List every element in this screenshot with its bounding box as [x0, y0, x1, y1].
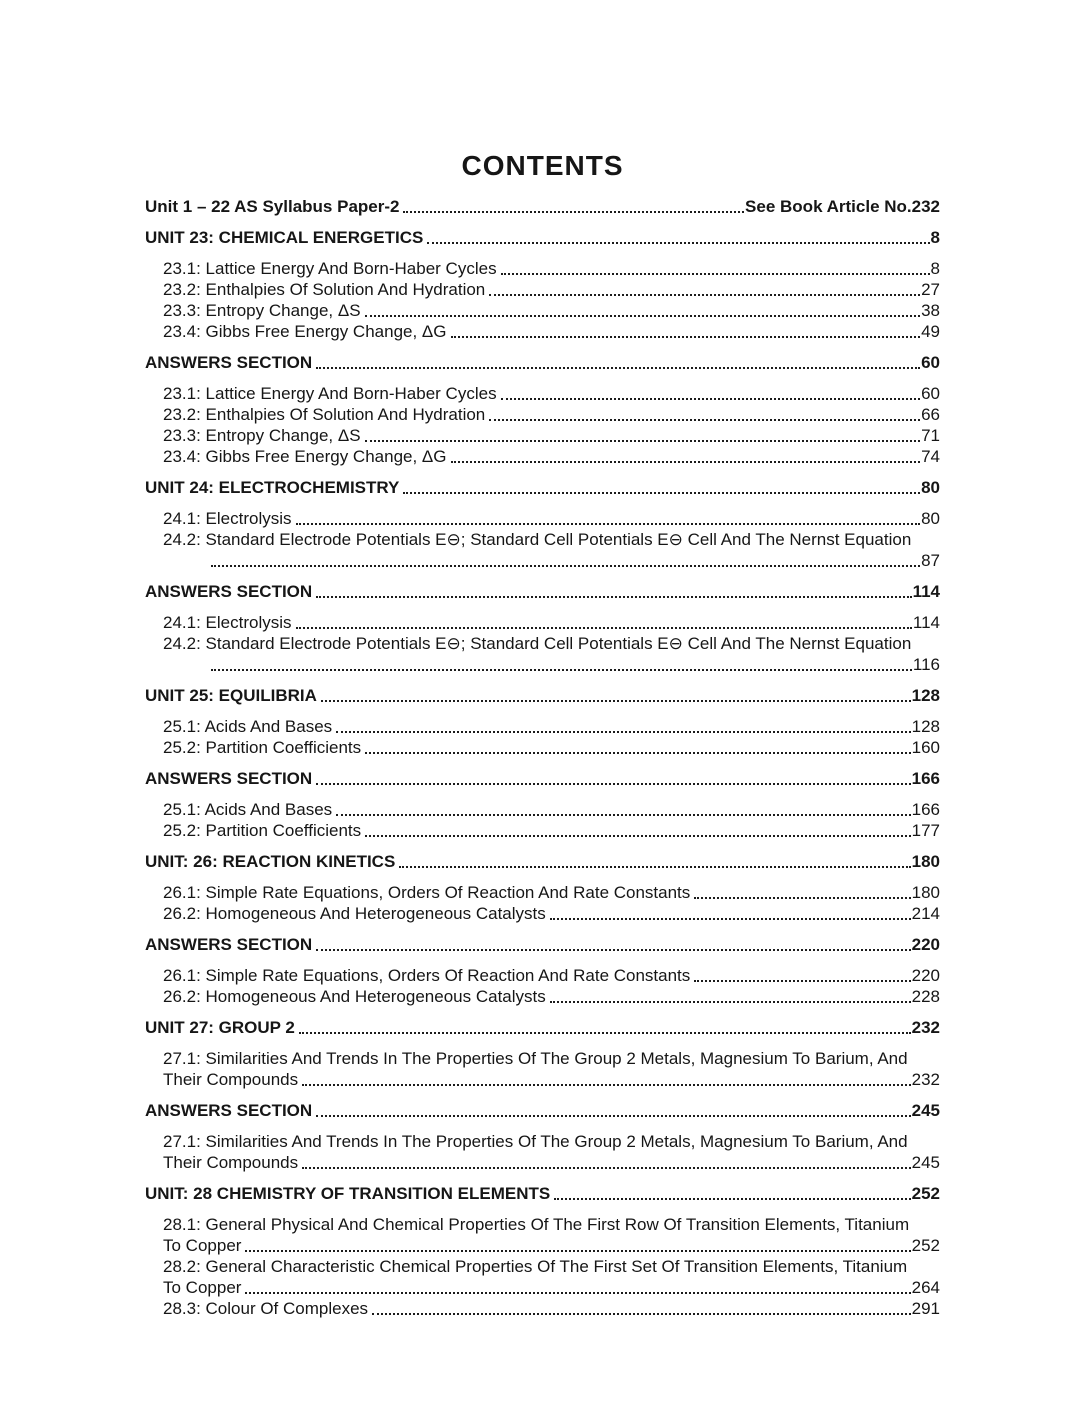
toc-entry: [145, 529, 940, 571]
toc-entry-page: 8: [930, 228, 940, 247]
dot-leader: [365, 315, 921, 317]
toc-entry-page: 114: [912, 582, 940, 601]
toc-entry: [145, 1131, 940, 1173]
toc-entry-text-continued: To Copper: [163, 1278, 242, 1297]
toc-entry: [145, 612, 940, 633]
toc-entry: [145, 903, 940, 924]
toc-entry: [145, 383, 940, 404]
toc-entry-text: 23.3: Entropy Change, ΔS: [163, 426, 361, 445]
toc-entry-line1: [163, 529, 940, 550]
dot-leader: [296, 523, 921, 525]
toc-entry-text: 28.2: General Characteristic Chemical Properties Of The First Set Of Transition Elements, Titanium: [163, 1257, 908, 1276]
toc-entry-text: 23.2: Enthalpies Of Solution And Hydration: [163, 280, 486, 299]
toc-entry-line2: [163, 1069, 940, 1090]
toc-entry-page: 220: [911, 966, 940, 985]
toc-entry-page: 60: [921, 353, 940, 372]
toc-entry: [145, 820, 940, 841]
dot-leader: [211, 669, 912, 671]
dot-leader: [316, 949, 910, 951]
toc-entry-text: Unit 1 – 22 AS Syllabus Paper-2: [145, 197, 400, 216]
dot-leader: [316, 367, 920, 369]
dot-leader: [694, 897, 910, 899]
toc-entry-page: 180: [911, 883, 940, 902]
dot-leader: [211, 565, 920, 567]
toc-entry-line2: [163, 550, 940, 571]
toc-entry-line1: [163, 1214, 940, 1235]
toc-entry-page: 166: [911, 800, 940, 819]
page-title: CONTENTS: [461, 150, 624, 181]
dot-leader: [365, 835, 910, 837]
dot-leader: [403, 492, 920, 494]
toc-entry-page: See Book Article No.232: [745, 197, 940, 216]
dot-leader: [451, 461, 921, 463]
toc-heading: [145, 934, 940, 955]
toc-entry: [145, 258, 940, 279]
toc-entry: [145, 425, 940, 446]
dot-leader: [316, 783, 910, 785]
toc-entry: [145, 404, 940, 425]
toc-entry: [145, 986, 940, 1007]
toc-entry-line1: [163, 1256, 940, 1277]
dot-leader: [321, 700, 911, 702]
toc-heading: [145, 851, 940, 872]
toc-entry-text: 25.1: Acids And Bases: [163, 717, 333, 736]
dot-leader: [316, 1115, 910, 1117]
dot-leader: [399, 866, 910, 868]
toc-entry-page: 245: [911, 1153, 940, 1172]
dot-leader: [372, 1313, 911, 1315]
toc-entry: [145, 716, 940, 737]
toc-entry: [145, 799, 940, 820]
dot-leader: [365, 440, 921, 442]
toc-heading: [145, 685, 940, 706]
toc-heading: [145, 477, 940, 498]
toc-entry-line1: [163, 1131, 940, 1152]
toc-entry: [145, 965, 940, 986]
toc-entry-page: 232: [911, 1018, 940, 1037]
toc-entry-page: 66: [921, 405, 940, 424]
toc-entry-page: 228: [911, 987, 940, 1006]
toc-entry-text-continued: Their Compounds: [163, 1153, 299, 1172]
toc-entry-page: 71: [921, 426, 940, 445]
dot-leader: [489, 419, 920, 421]
toc-entry-page: 49: [921, 322, 940, 341]
toc-entry-text: 23.1: Lattice Energy And Born-Haber Cycles: [163, 384, 497, 403]
dot-leader: [336, 731, 910, 733]
toc-entry-page: 291: [911, 1299, 940, 1318]
dot-leader: [427, 242, 929, 244]
toc-entry-text: 26.1: Simple Rate Equations, Orders Of Reaction And Rate Constants: [163, 883, 691, 902]
toc-entry: [145, 882, 940, 903]
dot-leader: [550, 918, 911, 920]
toc-entry-page: 166: [911, 769, 940, 788]
toc-entry-page: 252: [911, 1236, 940, 1255]
toc-entry: [145, 1256, 940, 1298]
toc-entry-text: 26.1: Simple Rate Equations, Orders Of Reaction And Rate Constants: [163, 966, 691, 985]
dot-leader: [302, 1084, 911, 1086]
toc-entry-page: 220: [911, 935, 940, 954]
toc-entry: [145, 300, 940, 321]
toc-entry-line2: [163, 654, 940, 675]
toc-entry-page: 80: [921, 509, 940, 528]
toc-entry-text: 24.1: Electrolysis: [163, 509, 292, 528]
toc-entry-page: 114: [912, 613, 940, 632]
toc-entry-page: 180: [911, 852, 940, 871]
toc-entry-line2: [163, 1277, 940, 1298]
dot-leader: [336, 814, 910, 816]
toc-entry-page: 116: [912, 655, 940, 674]
toc-entry-page: 128: [911, 686, 940, 705]
toc-entry-text: 23.4: Gibbs Free Energy Change, ΔG: [163, 322, 447, 341]
toc-entry-page: 8: [930, 259, 940, 278]
toc-entry-page: 214: [911, 904, 940, 923]
dot-leader: [550, 1001, 911, 1003]
dot-leader: [245, 1250, 910, 1252]
toc-entry-page: 60: [921, 384, 940, 403]
dot-leader: [316, 596, 911, 598]
toc-entry-text: UNIT 23: CHEMICAL ENERGETICS: [145, 228, 424, 247]
toc-entry-page: 232: [911, 1070, 940, 1089]
dot-leader: [501, 273, 930, 275]
toc-entry-page: 160: [911, 738, 940, 757]
toc-entry-page: 80: [921, 478, 940, 497]
toc-entry-text: 23.2: Enthalpies Of Solution And Hydration: [163, 405, 486, 424]
toc-heading: [145, 768, 940, 789]
dot-leader: [501, 398, 921, 400]
toc-entry-page: 264: [911, 1278, 940, 1297]
toc-entry-text: 23.3: Entropy Change, ΔS: [163, 301, 361, 320]
toc-entry-line1: [163, 633, 940, 654]
toc-entry-page: 252: [911, 1184, 940, 1203]
toc-entry-text: 24.1: Electrolysis: [163, 613, 292, 632]
toc-entry-text: UNIT: 26: REACTION KINETICS: [145, 852, 396, 871]
toc-heading: [145, 581, 940, 602]
toc-entry-page: 177: [911, 821, 940, 840]
toc-entry-text-continued: To Copper: [163, 1236, 242, 1255]
toc-entry: [145, 321, 940, 342]
dot-leader: [451, 336, 921, 338]
toc-heading: [145, 1183, 940, 1204]
dot-leader: [365, 752, 910, 754]
toc-entry: [145, 737, 940, 758]
dot-leader: [299, 1032, 911, 1034]
dot-leader: [489, 294, 920, 296]
toc-entry-page: 87: [921, 551, 940, 570]
toc-list: [145, 196, 940, 1319]
toc-entry-text: 23.1: Lattice Energy And Born-Haber Cycles: [163, 259, 497, 278]
toc-entry-line2: [163, 1152, 940, 1173]
toc-entry-text: 25.1: Acids And Bases: [163, 800, 333, 819]
toc-heading: [145, 227, 940, 248]
toc-entry-text: ANSWERS SECTION: [145, 1101, 313, 1120]
toc-entry-page: 245: [911, 1101, 940, 1120]
toc-entry-text: 28.1: General Physical And Chemical Properties Of The First Row Of Transition Elements, Titanium: [163, 1215, 910, 1234]
toc-entry-text: ANSWERS SECTION: [145, 769, 313, 788]
toc-entry-text: ANSWERS SECTION: [145, 582, 313, 601]
toc-entry: [145, 446, 940, 467]
toc-heading: [145, 352, 940, 373]
toc-entry: [145, 508, 940, 529]
toc-entry-text: 25.2: Partition Coefficients: [163, 821, 362, 840]
toc-entry-page: 74: [921, 447, 940, 466]
toc-heading: [145, 1100, 940, 1121]
toc-entry-text: ANSWERS SECTION: [145, 935, 313, 954]
dot-leader: [403, 211, 744, 213]
toc-entry-text: 24.2: Standard Electrode Potentials E⊖; Standard Cell Potentials E⊖ Cell And The Nernst Equation: [163, 530, 912, 549]
toc-entry: [145, 633, 940, 675]
toc-entry-text: UNIT 25: EQUILIBRIA: [145, 686, 317, 705]
toc-entry-text: 23.4: Gibbs Free Energy Change, ΔG: [163, 447, 447, 466]
toc-heading: [145, 196, 940, 217]
toc-entry-text: 24.2: Standard Electrode Potentials E⊖; Standard Cell Potentials E⊖ Cell And The Nernst Equation: [163, 634, 912, 653]
toc-entry-page: 27: [921, 280, 940, 299]
toc-entry-line2: [163, 1235, 940, 1256]
toc-entry-text: 28.3: Colour Of Complexes: [163, 1299, 369, 1318]
toc-entry-text: 27.1: Similarities And Trends In The Properties Of The Group 2 Metals, Magnesium To Barium, And: [163, 1049, 908, 1068]
dot-leader: [296, 627, 912, 629]
toc-heading: [145, 1017, 940, 1038]
dot-leader: [694, 980, 910, 982]
toc-entry-line1: [163, 1048, 940, 1069]
toc-entry-page: 128: [911, 717, 940, 736]
toc-entry-text: 26.2: Homogeneous And Heterogeneous Catalysts: [163, 904, 546, 923]
toc-entry-text: UNIT 27: GROUP 2: [145, 1018, 295, 1037]
toc-entry-text: 27.1: Similarities And Trends In The Properties Of The Group 2 Metals, Magnesium To Barium, And: [163, 1132, 908, 1151]
toc-entry: [145, 1214, 940, 1256]
toc-entry: [145, 1048, 940, 1090]
toc-entry-text-continued: Their Compounds: [163, 1070, 299, 1089]
toc-entry-text: ANSWERS SECTION: [145, 353, 313, 372]
toc-entry-text: UNIT 24: ELECTROCHEMISTRY: [145, 478, 400, 497]
toc-entry: [145, 1298, 940, 1319]
toc-entry-page: 38: [921, 301, 940, 320]
toc-entry-text: 25.2: Partition Coefficients: [163, 738, 362, 757]
toc-entry-text: 26.2: Homogeneous And Heterogeneous Catalysts: [163, 987, 546, 1006]
dot-leader: [245, 1292, 910, 1294]
toc-entry: [145, 279, 940, 300]
toc-entry-text: UNIT: 28 CHEMISTRY OF TRANSITION ELEMENTS: [145, 1184, 551, 1203]
dot-leader: [302, 1167, 911, 1169]
dot-leader: [554, 1198, 910, 1200]
